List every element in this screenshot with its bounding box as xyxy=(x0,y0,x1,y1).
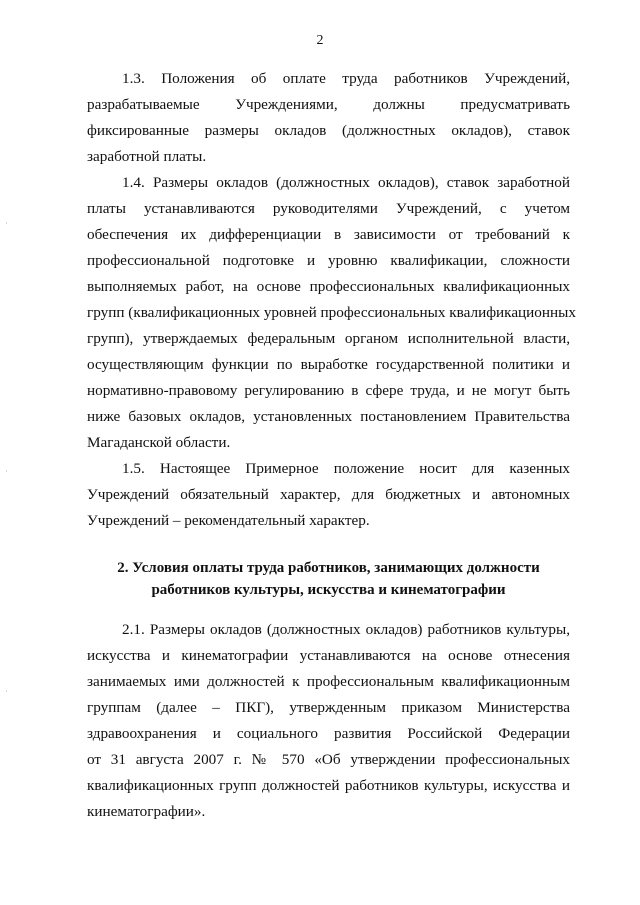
paragraph-1-3 xyxy=(87,66,570,170)
paragraph-line: осуществляющим функции по выработке государственной политики и xyxy=(87,356,570,373)
paragraph-line: обеспечения их дифференциации в зависимости от требований к xyxy=(87,226,570,243)
section-heading-line-2: работников культуры, искусства и кинематографии xyxy=(151,582,506,598)
paragraph-line: 2.1. Размеры окладов (должностных окладов) работников культуры, xyxy=(122,621,570,638)
paragraph-line: заработной платы. xyxy=(87,148,207,165)
left-margin-mark xyxy=(6,690,7,692)
paragraph-line: группам (далее – ПКГ), утвержденным приказом Министерства xyxy=(87,699,570,716)
paragraph-line: квалификационных групп должностей работников культуры, искусства и xyxy=(87,777,570,794)
paragraph-2-1 xyxy=(87,617,570,825)
section-heading-line-1: 2. Условия оплаты труда работников, занимающих должности xyxy=(117,560,540,576)
paragraph-line: Учреждений обязательный характер, для бюджетных и автономных xyxy=(87,486,570,503)
paragraph-line: профессиональной подготовке и уровню квалификации, сложности xyxy=(87,252,570,269)
paragraph-line: занимаемых ими должностей к профессиональным квалификационным xyxy=(87,673,570,690)
paragraph-line: разрабатываемые Учреждениями, должны предусматривать xyxy=(87,96,570,113)
paragraph-line: выполняемых работ, на основе профессиональных квалификационных xyxy=(87,278,570,295)
paragraph-line: Магаданской области. xyxy=(87,434,231,451)
section-heading xyxy=(87,557,570,601)
paragraph-1-5 xyxy=(87,456,570,534)
paragraph-line: 1.3. Положения об оплате труда работников Учреждений, xyxy=(122,70,570,87)
paragraph-line: нормативно-правовому регулированию в сфере труда, и не могут быть xyxy=(87,382,570,399)
paragraph-line: групп), утверждаемых федеральным органом исполнительной власти, xyxy=(87,330,570,347)
paragraph-1-4 xyxy=(87,170,576,456)
page-number: 2 xyxy=(316,33,324,48)
left-margin-mark xyxy=(6,222,7,224)
paragraph-line: от 31 августа 2007 г. № 570 «Об утверждении профессиональных xyxy=(87,751,570,768)
paragraph-line: искусства и кинематографии устанавливаются на основе отнесения xyxy=(87,647,570,664)
paragraph-line: 1.4. Размеры окладов (должностных окладов), ставок заработной xyxy=(122,174,570,191)
left-margin-mark xyxy=(6,470,7,472)
paragraph-line: ниже базовых окладов, установленных постановлением Правительства xyxy=(87,408,570,425)
paragraph-line: 1.5. Настоящее Примерное положение носит для казенных xyxy=(122,460,570,477)
paragraph-line: кинематографии». xyxy=(87,803,206,820)
paragraph-line: платы устанавливаются руководителями Учреждений, с учетом xyxy=(87,200,570,217)
paragraph-line: фиксированные размеры окладов (должностных окладов), ставок xyxy=(87,122,570,139)
paragraph-line: здравоохранения и социального развития Российской Федерации xyxy=(87,725,570,742)
paragraph-line: Учреждений – рекомендательный характер. xyxy=(87,512,370,529)
paragraph-line: групп (квалификационных уровней профессиональных квалификационных xyxy=(87,304,576,321)
